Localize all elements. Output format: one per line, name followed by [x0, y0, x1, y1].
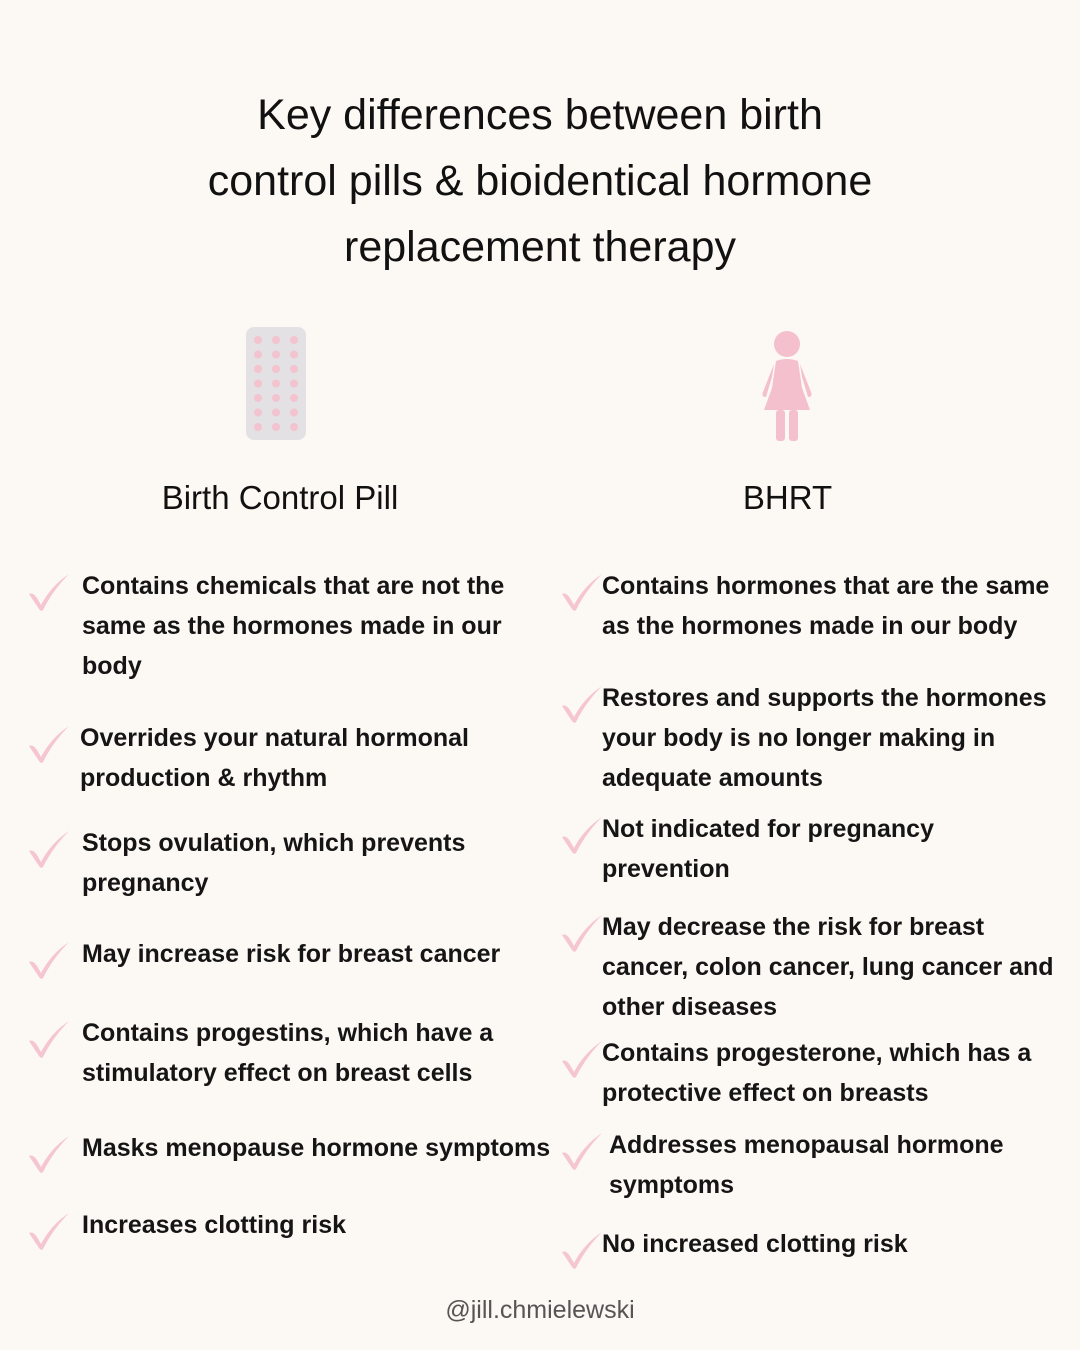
birth-control-item — [82, 566, 504, 686]
birth-control-item-line: stimulatory effect on breast cells — [82, 1059, 473, 1087]
birth-control-item-line: production & rhythm — [80, 764, 328, 792]
bhrt-item-line: No increased clotting risk — [602, 1230, 908, 1258]
bhrt-item — [602, 1224, 908, 1264]
check-icon — [558, 684, 604, 724]
bhrt-item-line: May decrease the risk for breast — [602, 913, 985, 941]
check-icon — [558, 572, 604, 612]
check-icon — [25, 940, 71, 980]
birth-control-item — [82, 1205, 346, 1245]
check-icon — [558, 815, 604, 855]
bhrt-item — [602, 907, 1054, 1027]
bhrt-item-line: protective effect on breasts — [602, 1079, 929, 1107]
check-icon — [558, 1131, 604, 1171]
bhrt-item-line: Contains progesterone, which has a — [602, 1039, 1032, 1067]
check-icon — [25, 724, 71, 764]
author-handle: @jill.chmielewski — [445, 1296, 635, 1324]
page-title — [90, 82, 990, 280]
check-icon — [25, 1019, 71, 1059]
birth-control-item — [82, 934, 500, 974]
bhrt-item-line: prevention — [602, 855, 730, 883]
birth-control-item — [82, 823, 465, 903]
bhrt-item — [602, 678, 1047, 798]
bhrt-item-line: as the hormones made in our body — [602, 612, 1018, 640]
bhrt-item — [609, 1125, 1004, 1205]
check-icon — [558, 1039, 604, 1079]
check-icon — [558, 913, 604, 953]
birth-control-item-line: Stops ovulation, which prevents — [82, 829, 466, 857]
birth-control-item-line: Contains progestins, which have a — [82, 1019, 494, 1047]
bhrt-item-line: symptoms — [609, 1171, 735, 1199]
bhrt-item-line: your body is no longer making in — [602, 724, 996, 752]
birth-control-item-line: Contains chemicals that are not the — [82, 572, 505, 600]
bhrt-item — [602, 566, 1049, 646]
birth-control-item-line: pregnancy — [82, 869, 209, 897]
birth-control-item-line: body — [82, 652, 142, 680]
birth-control-item-line: May increase risk for breast cancer — [82, 940, 501, 968]
pill-pack-icon — [246, 327, 306, 440]
birth-control-item-line: Overrides your natural hormonal — [80, 724, 469, 752]
birth-control-heading: Birth Control Pill — [161, 479, 399, 516]
bhrt-item-line: other diseases — [602, 993, 778, 1021]
birth-control-item-line: Increases clotting risk — [82, 1211, 347, 1239]
check-icon — [25, 1134, 71, 1174]
bhrt-item — [602, 809, 934, 889]
title-line-1: Key differences between birth — [257, 91, 823, 139]
bhrt-item-line: Addresses menopausal hormone — [609, 1131, 1004, 1159]
title-line-3: replacement therapy — [344, 223, 736, 271]
bhrt-item-line: cancer, colon cancer, lung cancer and — [602, 953, 1054, 981]
birth-control-item — [82, 1128, 550, 1168]
bhrt-item-line: Restores and supports the hormones — [602, 684, 1047, 712]
check-icon — [25, 1211, 71, 1251]
title-line-2: control pills & bioidentical hormone — [207, 157, 873, 205]
birth-control-item — [80, 718, 469, 798]
bhrt-item-line: Not indicated for pregnancy — [602, 815, 934, 843]
check-icon — [558, 1230, 604, 1270]
woman-icon — [758, 330, 816, 442]
birth-control-item-line: same as the hormones made in our — [82, 612, 502, 640]
check-icon — [25, 572, 71, 612]
bhrt-heading: BHRT — [742, 479, 833, 516]
bhrt-item — [602, 1033, 1031, 1113]
birth-control-item — [82, 1013, 493, 1093]
birth-control-item-line: Masks menopause hormone symptoms — [82, 1134, 551, 1162]
check-icon — [25, 829, 71, 869]
bhrt-item-line: Contains hormones that are the same — [602, 572, 1050, 600]
bhrt-item-line: adequate amounts — [602, 764, 823, 792]
